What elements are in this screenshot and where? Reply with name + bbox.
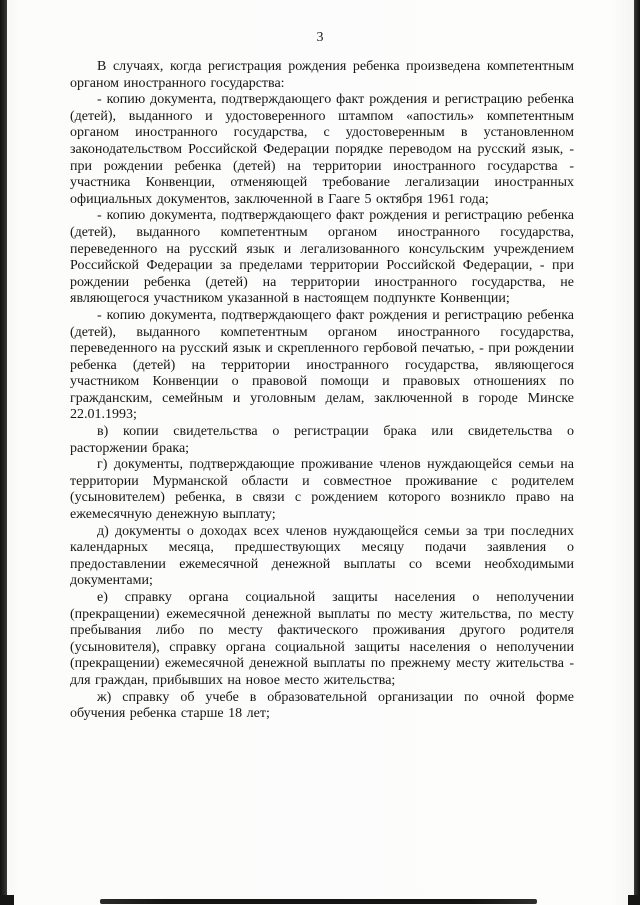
paragraph-item-d: д) документы о доходах всех членов нуждающейся семьи за три последних календарных месяца, предшествующих месяцу подачи заявления о предоставлении ежемесячной денежной выплаты со всеми необходимыми документами; [70, 523, 574, 589]
scan-artifact-bottom-left-corner [0, 895, 14, 905]
paragraph-apostille-copy: - копию документа, подтверждающего факт рождения и регистрацию ребенка (детей), выданного и удостоверенного штампом «апостиль» компетентным органом иностранного государства, с удостоверенным в установленном законодательством Российской Федерации порядке переводом на русский язык, - при рождении ребенка (детей) на территории иностранного государства - участника Конвенции, отменяющей требование легализации иностранных официальных документов, заключенной в Гааге 5 октября 1961 года; [70, 92, 574, 207]
paragraph-item-zh: ж) справку об учебе в образовательной организации по очной форме обучения ребенка старше 18 лет; [70, 689, 574, 722]
scan-artifact-bottom-right-corner [628, 895, 640, 905]
page-number: 3 [316, 30, 324, 45]
paragraph-item-g: г) документы, подтверждающие проживание членов нуждающейся семьи на территории Мурманской области и совместное проживание с родителем (усыновителем) ребенка, в связи с рождением которого возникло право на ежемесячную денежную выплату; [70, 457, 574, 523]
document-body [70, 59, 574, 723]
scan-artifact-left-edge [0, 0, 7, 905]
paragraph-item-e: е) справку органа социальной защиты населения о неполучении (прекращении) ежемесячной денежной выплаты по месту жительства, по месту пребывания либо по месту фактического проживания другого родителя (усыновителя), справку органа социальной защиты населения о неполучении (прекращении) ежемесячной денежной выплаты по прежнему месту жительства - для граждан, прибывших на новое место жительства; [70, 590, 574, 688]
paragraph-sealed-copy: - копию документа, подтверждающего факт рождения и регистрацию ребенка (детей), выданного компетентным органом иностранного государства, переведенного на русский язык и скрепленного гербовой печатью, - при рождении ребенка (детей) на территории иностранного государства, являющегося участником Конвенции о правовой помощи и правовых отношениях по гражданским, семейным и уголовным делам, заключенной в городе Минске 22.01.1993; [70, 307, 574, 423]
paragraph-legalized-copy: - копию документа, подтверждающего факт рождения и регистрацию ребенка (детей), выданного компетентным органом иностранного государства, переведенного на русский язык и легализованного консульским учреждением Российской Федерации за пределами территории Российской Федерации, - при рождении ребенка (детей) на территории иностранного государства, не являющегося участником указанной в настоящем подпункте Конвенции; [70, 208, 574, 307]
scan-artifact-bottom-edge [100, 899, 537, 904]
scan-artifact-right-edge [634, 0, 640, 905]
paragraph-intro: В случаях, когда регистрация рождения ребенка произведена компетентным органом иностранного государства: [70, 59, 574, 91]
paragraph-item-v: в) копии свидетельства о регистрации брака или свидетельства о расторжении брака; [70, 424, 574, 456]
